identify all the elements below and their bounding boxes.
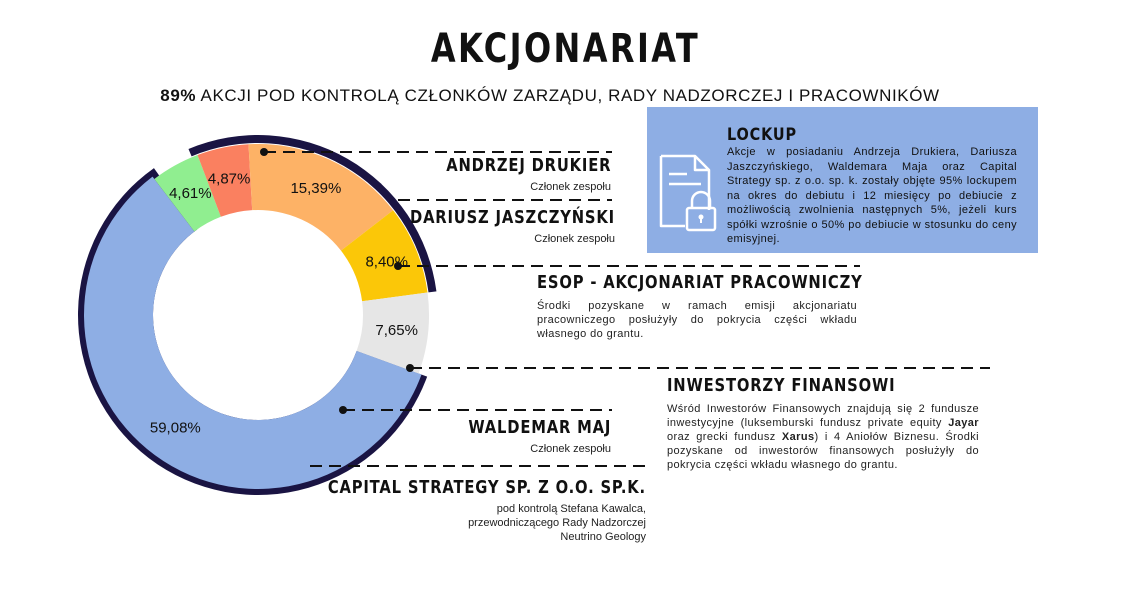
slice-label-andrzej-drukier: 59,08%	[149, 419, 201, 437]
lockup-title: LOCKUP	[727, 125, 797, 145]
lockup-box	[647, 107, 1038, 253]
page-title: AKCJONARIAT	[430, 26, 701, 72]
dot-drukier	[260, 148, 268, 156]
slice-label-inwestorzy-finansowi: 15,39%	[290, 180, 342, 198]
legend-drukier	[410, 155, 611, 194]
inwestorzy-bold-1: Jayar	[948, 417, 979, 429]
legend-drukier-name: ANDRZEJ DRUKIER	[445, 155, 611, 176]
slice-label-waldemar-maj: 8,40%	[365, 253, 409, 271]
legend-maj-sub: Członek zespołu	[530, 443, 611, 455]
inwestorzy-desc-1: Wśród Inwestorów Finansowych znajdują się 2 fundusze inwestycyjne (luksemburski fundusz private equity	[667, 403, 979, 429]
capital-sub-1: pod kontrolą Stefana Kawalca,	[496, 503, 646, 515]
legend-capital	[258, 477, 646, 544]
legend-maj	[437, 417, 611, 456]
legend-capital-sub	[258, 502, 646, 544]
legend-jaszczynski-name: DARIUSZ JASZCZYŃSKI	[410, 207, 615, 228]
inwestorzy-bold-2: Xarus	[781, 431, 815, 443]
document-lock-icon	[657, 152, 717, 232]
slice-label-esop-akcjonariat-pracowniczy: 4,87%	[207, 170, 251, 188]
donut-slices	[78, 135, 436, 495]
capital-sub-3: Neutrino Geology	[560, 531, 646, 543]
legend-inwestorzy-name: INWESTORZY FINANSOWI	[667, 375, 896, 396]
legend-jaszczynski	[365, 207, 615, 246]
legend-maj-name: WALDEMAR MAJ	[468, 417, 611, 438]
legend-inwestorzy	[667, 375, 979, 472]
legend-esop-name: ESOP - AKCJONARIAT PRACOWNICZY	[537, 272, 863, 293]
legend-drukier-sub: Członek zespołu	[530, 181, 611, 193]
dot-inwestorzy	[406, 364, 414, 372]
legend-esop	[537, 272, 863, 341]
capital-sub-2: przewodniczącego Rady Nadzorczej	[468, 517, 646, 529]
inwestorzy-desc-2: oraz grecki fundusz	[667, 431, 782, 443]
legend-jaszczynski-sub: Członek zespołu	[534, 233, 615, 245]
slice-label-dariusz-jaszczynski: 4,61%	[169, 185, 212, 203]
legend-esop-desc: Środki pozyskane w ramach emisji akcjonariatu pracowniczego posłużyły do pokrycia części wkładu własnego do grantu.	[537, 300, 857, 340]
dot-maj	[339, 406, 347, 414]
inwestorzy-desc-3: ) i 4 Aniołów Biznesu. Środki pozyskane od inwestorów finansowych posłużyły do pokrycia części wkładu własnego do grantu.	[667, 431, 980, 471]
legend-capital-name: CAPITAL STRATEGY SP. Z O.O. SP.K.	[327, 477, 646, 498]
slice-label-capital-strategy-sp-z-o-o-sp-k: 7,65%	[375, 322, 418, 340]
lockup-text: Akcje w posiadaniu Andrzeja Drukiera, Dariusza Jaszczyńskiego, Waldemara Maja oraz Capital Strategy sp. z o.o. sp. k. zostały objęte 95% lockupem na okres do debiutu i 12 miesięcy po debiucie z możliwością zwolnienia następnych 5%, jeżeli kurs spółki wzrośnie o 50% po debiucie w stosunku do ceny emisyjnej.	[727, 146, 1017, 245]
legend-inwestorzy-desc	[667, 402, 979, 472]
subtitle-text: AKCJI POD KONTROLĄ CZŁONKÓW ZARZĄDU, RADY NADZORCZEJ I PRACOWNIKÓW	[200, 86, 940, 105]
subtitle-highlight: 89%	[160, 86, 197, 105]
